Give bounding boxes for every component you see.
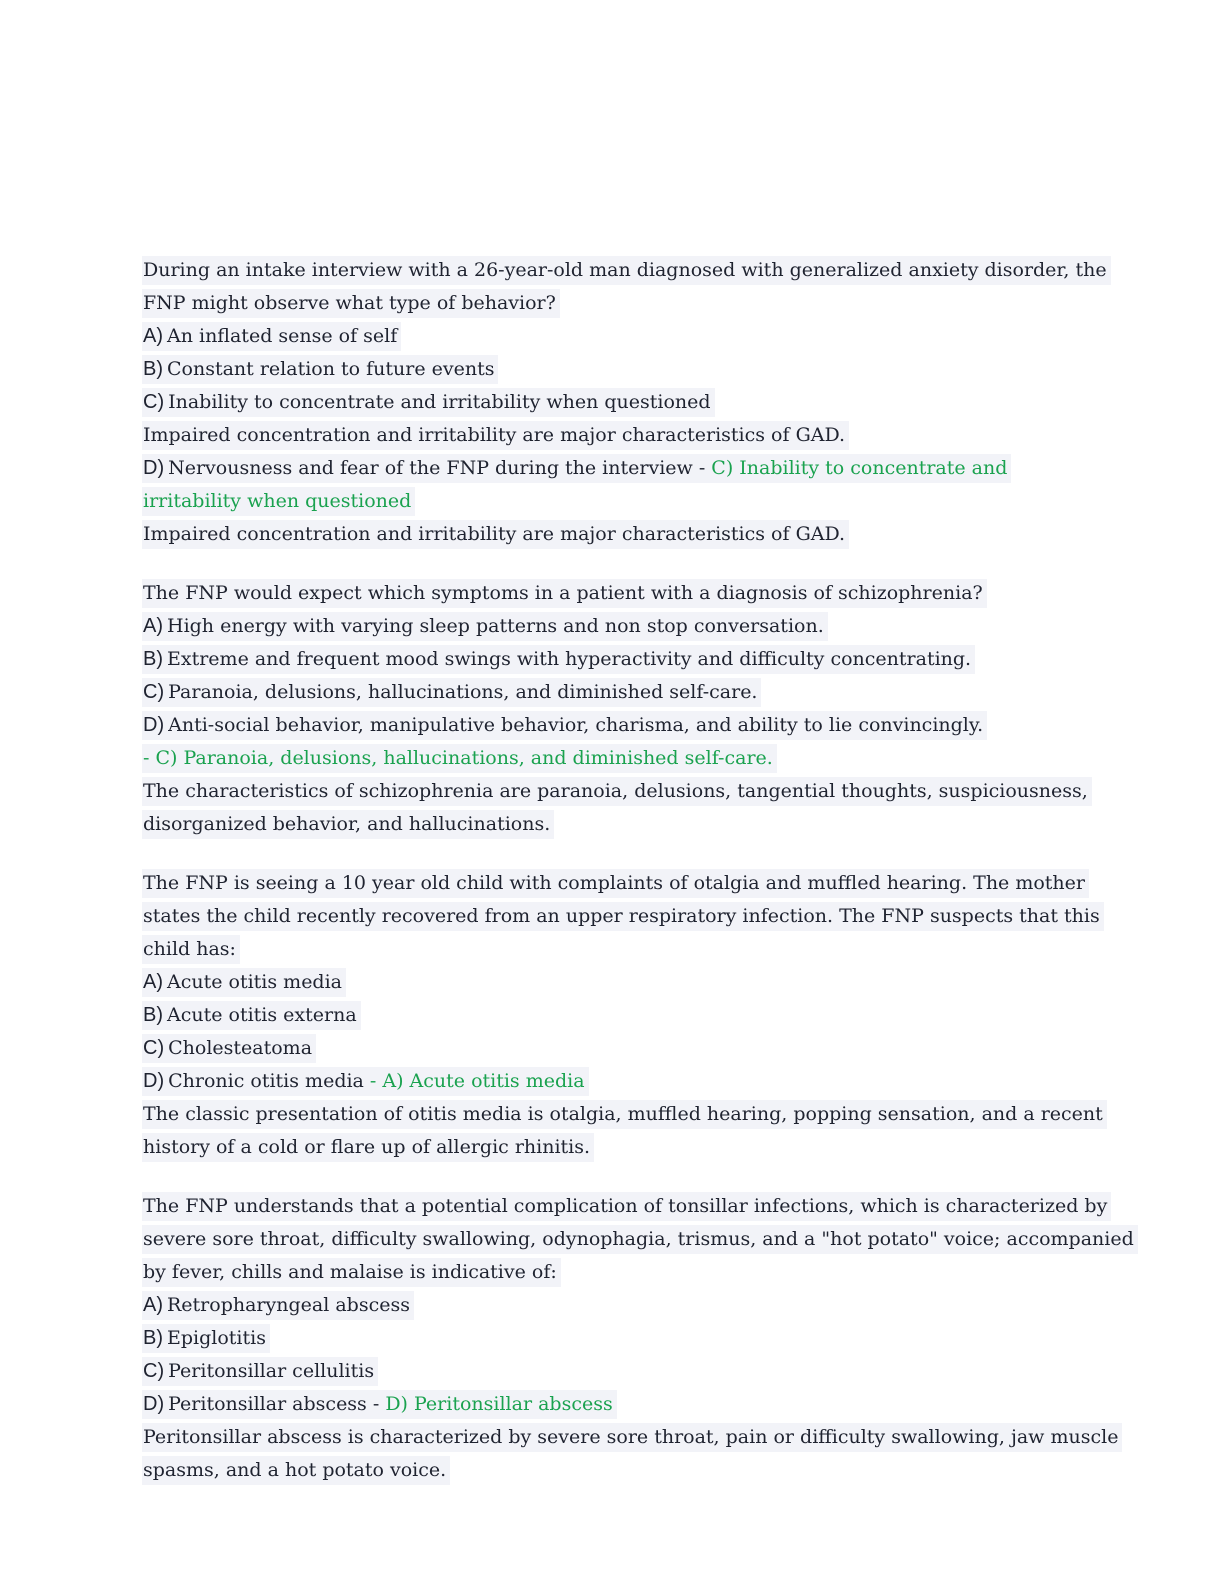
- option-b: B) Constant relation to future events: [142, 353, 1082, 386]
- option-a: A) An inflated sense of self: [142, 320, 1082, 353]
- question-stem-line: The FNP would expect which symptoms in a patient with a diagnosis of schizophrenia?: [142, 577, 1082, 610]
- answer-continuation: irritability when questioned: [142, 485, 1082, 518]
- rationale-line: history of a cold or flare up of allergic rhinitis.: [142, 1131, 1082, 1164]
- option-a: A) Acute otitis media: [142, 966, 1082, 999]
- option-c: C) Cholesteatoma: [142, 1032, 1082, 1065]
- rationale-line: disorganized behavior, and hallucinations.: [142, 808, 1082, 841]
- rationale-line: Impaired concentration and irritability are major characteristics of GAD.: [142, 518, 1082, 551]
- option-c: C) Peritonsillar cellulitis: [142, 1355, 1082, 1388]
- option-c: C) Paranoia, delusions, hallucinations, and diminished self-care.: [142, 676, 1082, 709]
- question-stem-line: by fever, chills and malaise is indicative of:: [142, 1256, 1082, 1289]
- option-b: B) Acute otitis externa: [142, 999, 1082, 1032]
- option-d: D) Chronic otitis media - A) Acute otitis media: [142, 1065, 1082, 1098]
- rationale-line: The characteristics of schizophrenia are paranoia, delusions, tangential thoughts, suspiciousness,: [142, 775, 1082, 808]
- option-d: D) Peritonsillar abscess - D) Peritonsillar abscess: [142, 1388, 1082, 1421]
- answer-text: D) Peritonsillar abscess: [385, 1393, 613, 1415]
- question-3: [142, 867, 1103, 1164]
- question-stem-line: The FNP understands that a potential complication of tonsillar infections, which is characterized by: [142, 1190, 1082, 1223]
- question-stem-line: states the child recently recovered from an upper respiratory infection. The FNP suspects that this: [142, 900, 1082, 933]
- rationale-line: spasms, and a hot potato voice.: [142, 1454, 1082, 1487]
- answer-text: - C) Paranoia, delusions, hallucinations, and diminished self-care.: [142, 742, 1082, 775]
- question-stem-line: FNP might observe what type of behavior?: [142, 287, 1082, 320]
- question-stem-line: child has:: [142, 933, 1082, 966]
- option-a: A) High energy with varying sleep patterns and non stop conversation.: [142, 610, 1082, 643]
- interjected-rationale: Impaired concentration and irritability are major characteristics of GAD.: [142, 419, 1082, 452]
- question-stem-line: severe sore throat, difficulty swallowing, odynophagia, trismus, and a "hot potato" voice; accompanied: [142, 1223, 1082, 1256]
- rationale-line: The classic presentation of otitis media is otalgia, muffled hearing, popping sensation, and a recent: [142, 1098, 1082, 1131]
- document-page: [142, 254, 1134, 1513]
- question-stem-line: The FNP is seeing a 10 year old child with complaints of otalgia and muffled hearing. The mother: [142, 867, 1082, 900]
- option-d: D) Nervousness and fear of the FNP during the interview - C) Inability to concentrate and: [142, 452, 1082, 485]
- option-c: C) Inability to concentrate and irritability when questioned: [142, 386, 1082, 419]
- answer-text: C) Inability to concentrate and: [711, 457, 1008, 479]
- answer-text: - A) Acute otitis media: [369, 1070, 585, 1092]
- option-b: B) Epiglotitis: [142, 1322, 1082, 1355]
- option-b: B) Extreme and frequent mood swings with hyperactivity and difficulty concentrating.: [142, 643, 1082, 676]
- rationale-line: Peritonsillar abscess is characterized by severe sore throat, pain or difficulty swallowing, jaw muscle: [142, 1421, 1082, 1454]
- question-2: [142, 577, 1088, 841]
- option-a: A) Retropharyngeal abscess: [142, 1289, 1082, 1322]
- question-stem-line: During an intake interview with a 26-year-old man diagnosed with generalized anxiety disorder, the: [142, 254, 1082, 287]
- question-1: [142, 254, 1107, 551]
- question-4: [142, 1190, 1134, 1487]
- option-d: D) Anti-social behavior, manipulative behavior, charisma, and ability to lie convincingly.: [142, 709, 1082, 742]
